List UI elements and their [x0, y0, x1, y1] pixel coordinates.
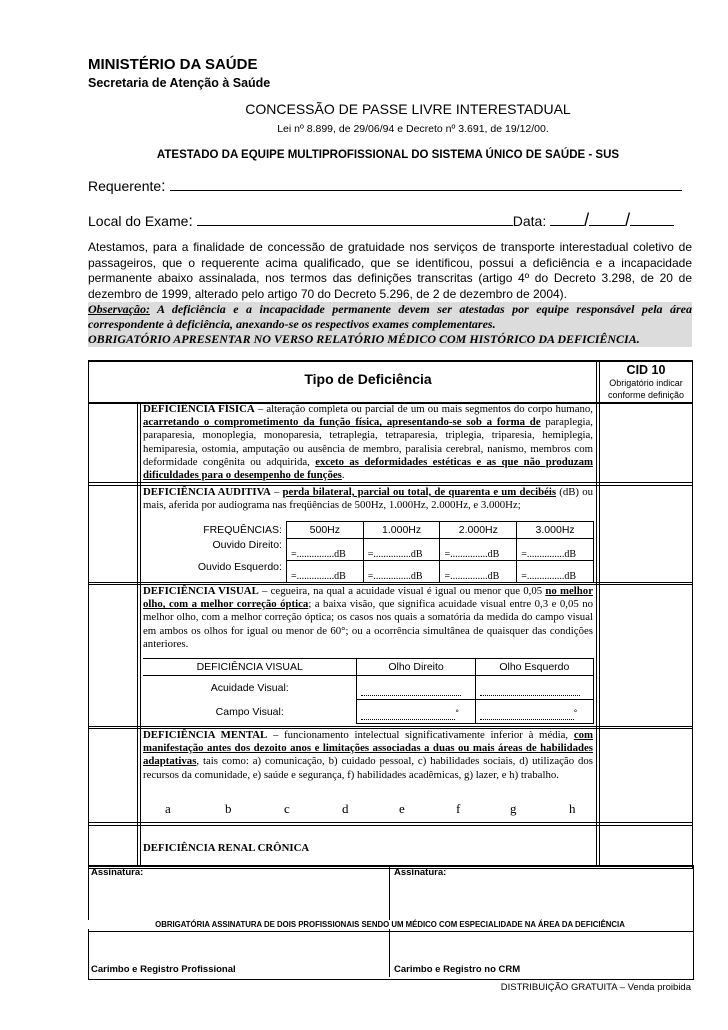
observacao-block: [88, 302, 692, 347]
acuidade-label: Acuidade Visual:: [143, 676, 357, 700]
cid-fisica-field[interactable]: [601, 404, 691, 481]
auditiva-text-2: (dB) ou mais, aferida por audiograma nas freqüências de 500Hz, 1.000Hz, 2.000Hz, e 3.000Hz;: [143, 486, 594, 512]
oe-500[interactable]: =...............dB: [286, 561, 363, 583]
od-500[interactable]: =...............dB: [286, 539, 363, 561]
date-month-line[interactable]: [589, 211, 625, 226]
checkbox-visual[interactable]: [89, 585, 136, 725]
freq-1000: 1.000Hz: [363, 522, 440, 539]
degree-symbol: °: [573, 707, 578, 718]
visual-title: DEFICIÊNCIA VISUAL: [143, 585, 259, 597]
cid-visual-field[interactable]: [601, 585, 691, 725]
od-2000[interactable]: =...............dB: [440, 539, 517, 561]
assinatura-2-field[interactable]: [392, 880, 690, 918]
secretariat-subtitle: Secretaria de Atenção à Saúde: [88, 76, 271, 90]
fisica-text-3: .: [341, 469, 345, 482]
letter-c[interactable]: c: [284, 801, 290, 816]
visual-table: [143, 658, 594, 724]
fisica-description: [143, 403, 593, 482]
oe-3000[interactable]: =...............dB: [517, 561, 594, 583]
mental-description: [143, 729, 593, 782]
degree-symbol: °: [455, 707, 459, 718]
carimbo-profissional-label: Carimbo e Registro Profissional: [91, 964, 236, 975]
date-year-line[interactable]: [630, 211, 674, 226]
visual-emphasis: no melhor olho, com a melhor correção óptica: [143, 585, 594, 611]
auditiva-description: [143, 486, 593, 512]
letter-g[interactable]: g: [510, 801, 517, 816]
renal-title: DEFICIÊNCIA RENAL CRÔNICA: [143, 842, 310, 854]
observacao-text: A deficiência e a incapacidade permanente devem ser atestadas por equipe responsável pela área correspondente à deficiência, anexando-se os respectivos exames complementares.: [88, 302, 692, 331]
assinatura-2-label: Assinatura:: [394, 867, 447, 878]
olho-direito-header: Olho Direito: [357, 659, 475, 676]
od-3000[interactable]: =...............dB: [517, 539, 594, 561]
letter-a[interactable]: a: [165, 801, 171, 816]
obrigatoria-assinatura-note: OBRIGATÓRIA ASSINATURA DE DOIS PROFISSIONAIS SENDO UM MÉDICO COM ESPECIALIDADE NA ÁREA DA DEFICIÊNCIA: [88, 920, 692, 929]
auditiva-text-1: –: [270, 486, 283, 498]
cid-header: CID 10: [626, 363, 666, 377]
fisica-emphasis-1: acarretando o comprometimento da função física, apresentando-se sob a forma de: [143, 416, 541, 429]
assinatura-1-field[interactable]: [90, 880, 387, 918]
observacao-label: Observação:: [88, 302, 150, 316]
mental-text-2: , tais como: a) comunicação, b) cuidado pessoal, c) habilidades sociais, d) utilização dos recursos da comunidade, e) saúde e segurança, f) habilidades acadêmicas, g) lazer, e h) trabalho.: [143, 755, 593, 781]
ouvido-esquerdo-label: Ouvido Esquerdo:: [143, 561, 286, 583]
data-label: Data:: [512, 213, 547, 229]
freq-2000: 2.000Hz: [440, 522, 517, 539]
campo-label: Campo Visual:: [143, 700, 357, 724]
letter-h[interactable]: h: [569, 801, 576, 816]
fisica-text-2: paraplegia, paraparesia, monoplegia, monoparesia, tetraplegia, tetraparesia, triplegia, triparesia, hemiplegia, hemiparesia, ostomia, amputação ou ausência de membro, paralisia cerebral, nanismo, membros com deformidade congênita ou adquirida,: [143, 416, 593, 468]
od-1000[interactable]: =...............dB: [363, 539, 440, 561]
assinatura-1-label: Assinatura:: [91, 867, 144, 878]
freq-3000: 3.000Hz: [517, 522, 594, 539]
checkbox-mental[interactable]: [89, 729, 136, 821]
fisica-emphasis-2: exceto as deformidades estéticas e as que não produzam dificuldades para o desempenho de funções: [143, 455, 593, 482]
visual-tbl-title: DEFICIÊNCIA VISUAL: [143, 659, 357, 676]
requerente-input-line[interactable]: [170, 176, 682, 191]
letter-d[interactable]: d: [342, 801, 349, 816]
ministry-title: MINISTÉRIO DA SAÚDE: [88, 56, 258, 73]
fisica-text-1: – alteração completa ou parcial de um ou mais segmentos do corpo humano,: [254, 403, 593, 415]
acuidade-od-field[interactable]: [357, 676, 475, 700]
cid-auditiva-field[interactable]: [601, 486, 691, 581]
oe-1000[interactable]: =...............dB: [363, 561, 440, 583]
visual-text-1: – cegueira, na qual a acuidade visual é igual ou menor que 0,05: [258, 585, 546, 597]
local-exame-label: Local do Exame: [88, 213, 189, 229]
freq-500: 500Hz: [286, 522, 363, 539]
oe-2000[interactable]: =...............dB: [440, 561, 517, 583]
mental-text-1: – funcionamento intelectual significativamente inferior à média,: [267, 729, 574, 741]
acuidade-oe-field[interactable]: [475, 676, 593, 700]
letter-e[interactable]: e: [399, 801, 405, 816]
checkbox-fisica[interactable]: [89, 404, 136, 481]
checkbox-renal[interactable]: [89, 826, 136, 866]
mental-title: DEFICIÊNCIA MENTAL: [143, 729, 268, 741]
ouvido-direito-label: Ouvido Direito:: [143, 539, 286, 561]
requerente-label: Requerente: [88, 178, 162, 194]
cid-renal-field[interactable]: [601, 826, 691, 866]
fisica-title: DEFICIÊNCIA FÍSICA: [143, 403, 255, 415]
local-exame-input-line[interactable]: [197, 211, 513, 226]
freq-label: FREQUÊNCIAS:: [143, 522, 286, 539]
requerente-field[interactable]: Requerente:: [88, 176, 688, 196]
auditiva-title: DEFICIÊNCIA AUDITIVA: [143, 486, 271, 498]
law-reference: Lei nº 8.899, de 29/06/94 e Decreto nº 3.691, de 19/12/00.: [277, 123, 549, 135]
carimbo-crm-label: Carimbo e Registro no CRM: [394, 964, 521, 975]
date-day-line[interactable]: [550, 211, 584, 226]
cid-note-1: Obrigatório indicar: [609, 378, 683, 388]
campo-od-field[interactable]: [357, 700, 475, 724]
cid-note-2: conforme definição: [607, 390, 685, 400]
atestado-heading: ATESTADO DA EQUIPE MULTIPROFISSIONAL DO SISTEMA ÚNICO DE SAÚDE - SUS: [156, 149, 620, 161]
campo-oe-field[interactable]: [475, 700, 593, 724]
checkbox-auditiva[interactable]: [89, 486, 136, 581]
olho-esquerdo-header: Olho Esquerdo: [475, 659, 593, 676]
intro-paragraph: Atestamos, para a finalidade de concessão de gratuidade nos serviços de transporte interestadual coletivo de passageiros, que o requerente acima qualificado, que se identificou, possui a deficiência e a incapacidade permanente abaixo assinalada, nos termos das definições transcritas (artigo 4º do Decreto 3.298, de 20 de dezembro de 1999, alterado pelo artigo 70 do Decreto 5.296, de 2 de dezembro de 2004).: [88, 240, 692, 301]
letter-f[interactable]: f: [456, 801, 461, 816]
local-exame-field[interactable]: Local do Exame: Data: / /: [88, 210, 693, 231]
audiogram-table: [143, 521, 594, 583]
obrigatorio-relatorio: OBRIGATÓRIO APRESENTAR NO VERSO RELATÓRIO MÉDICO COM HISTÓRICO DA DEFICIÊNCIA.: [88, 332, 640, 346]
form-title: CONCESSÃO DE PASSE LIVRE INTERESTADUAL: [245, 101, 571, 117]
tipo-deficiencia-header: Tipo de Deficiência: [304, 371, 432, 387]
mental-emphasis: com manifestação antes dos dezoito anos e limitações associadas a duas ou mais áreas de habilidades adaptativas: [143, 729, 593, 768]
footer-note: DISTRIBUIÇÃO GRATUITA – Venda proibida: [500, 982, 691, 993]
cid-mental-field[interactable]: [601, 729, 691, 821]
visual-description: [143, 585, 593, 651]
visual-text-2: ; a baixa visão, que significa acuidade visual entre 0,3 e 0,05 no melhor olho, com a melhor correção óptica; os casos nos quais a somatória da medida do campo visual em ambos os olhos for igual ou menor de 60°; ou a ocorrência simultânea de quaisquer das condições anteriores.: [143, 598, 593, 650]
auditiva-emphasis: perda bilateral, parcial ou total, de quarenta e um decibéis: [282, 486, 557, 498]
letter-b[interactable]: b: [225, 801, 232, 816]
